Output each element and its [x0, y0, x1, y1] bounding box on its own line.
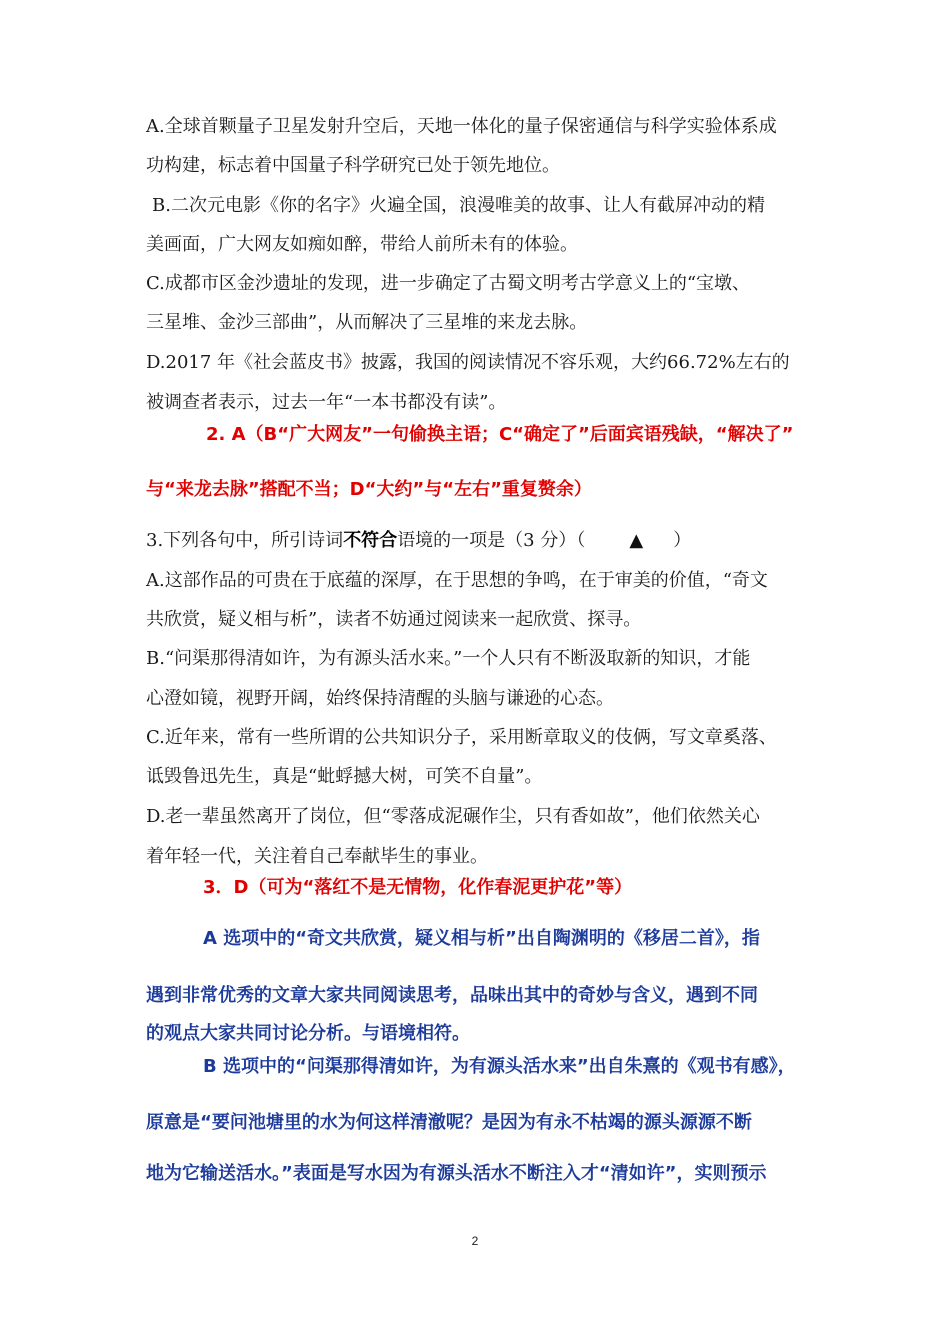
- q2-option-d-line2: 被调查者表示，过去一年“一本书都没有读”。: [146, 392, 507, 413]
- q3-option-b-line1: B.“问渠那得清如许，为有源头活水来。”一个人只有不断汲取新的知识，才能: [146, 648, 751, 669]
- q2-answer-line2: 与“来龙去脉”搭配不当；D“大约”与“左右”重复赘余）: [146, 479, 592, 500]
- triangle-icon: ▲: [629, 530, 644, 551]
- q3-option-a-line1: A.这部作品的可贵在于底蕴的深厚，在于思想的争鸣，在于审美的价值，“奇文: [146, 570, 768, 591]
- q3-explain-b-line1: B 选项中的“问渠那得清如许，为有源头活水来”出自朱熹的《观书有感》，: [203, 1056, 796, 1077]
- q3-explain-a-line2: 遇到非常优秀的文章大家共同阅读思考，品味出其中的奇妙与含义，遇到不同: [146, 985, 758, 1006]
- q3-stem-close: ）: [673, 530, 692, 551]
- q2-option-c-line1: C.成都市区金沙遗址的发现，进一步确定了古蜀文明考古学意义上的“宝墩、: [146, 273, 751, 294]
- q2-answer-line1: 2. A（B“广大网友”一句偷换主语；C“确定了”后面宾语残缺，“解决了”: [206, 424, 794, 445]
- q2-option-d-line1: D.2017 年《社会蓝皮书》披露，我国的阅读情况不容乐观，大约66.72%左右的: [146, 352, 790, 373]
- q2-option-c-line2: 三星堆、金沙三部曲”，从而解决了三星堆的来龙去脉。: [146, 312, 588, 333]
- q3-option-d-line1: D.老一辈虽然离开了岗位，但“零落成泥碾作尘，只有香如故”，他们依然关心: [146, 806, 760, 827]
- q2-option-a-line1: A.全球首颗量子卫星发射升空后，天地一体化的量子保密通信与科学实验体系成: [146, 116, 777, 137]
- q3-stem-after: 语境的一项是（3 分）（: [397, 530, 586, 551]
- q3-explain-a-line3: 的观点大家共同讨论分析。与语境相符。: [146, 1023, 470, 1044]
- q3-option-d-line2: 着年轻一代，关注着自己奉献毕生的事业。: [146, 846, 488, 867]
- q2-option-b-line1: B.二次元电影《你的名字》火遍全国，浪漫唯美的故事、让人有截屏冲动的精: [152, 195, 765, 216]
- q3-explain-a-line1: A 选项中的“奇文共欣赏，疑义相与析”出自陶渊明的《移居二首》，指: [203, 928, 760, 949]
- q2-option-b-line2: 美画面，广大网友如痴如醉，带给人前所未有的体验。: [146, 234, 578, 255]
- q2-option-a-line2: 功构建，标志着中国量子科学研究已处于领先地位。: [146, 155, 560, 176]
- q3-option-c-line1: C.近年来，常有一些所谓的公共知识分子，采用断章取义的伎俩，写文章奚落、: [146, 727, 777, 748]
- q3-explain-b-line2: 原意是“要问池塘里的水为何这样清澈呢？是因为有永不枯竭的源头源源不断: [146, 1112, 752, 1133]
- q3-option-b-line2: 心澄如镜，视野开阔，始终保持清醒的头脑与谦逊的心态。: [146, 688, 614, 709]
- page-number: 2: [471, 1234, 479, 1248]
- q3-option-a-line2: 共欣赏，疑义相与析”，读者不妨通过阅读来一起欣赏、探寻。: [146, 609, 642, 630]
- q3-option-c-line2: 诋毁鲁迅先生，真是“蚍蜉撼大树，可笑不自量”。: [146, 766, 543, 787]
- q3-answer-line1: 3．D（可为“落红不是无情物，化作春泥更护花”等）: [203, 877, 633, 898]
- q3-stem-before: 3.下列各句中，所引诗词: [146, 530, 344, 551]
- q3-stem: [146, 530, 691, 552]
- q3-explain-b-line3: 地为它输送活水。”表面是写水因为有源头活水不断注入才“清如许”，实则预示: [146, 1163, 767, 1184]
- q3-stem-emphasis: 不符合: [343, 530, 398, 551]
